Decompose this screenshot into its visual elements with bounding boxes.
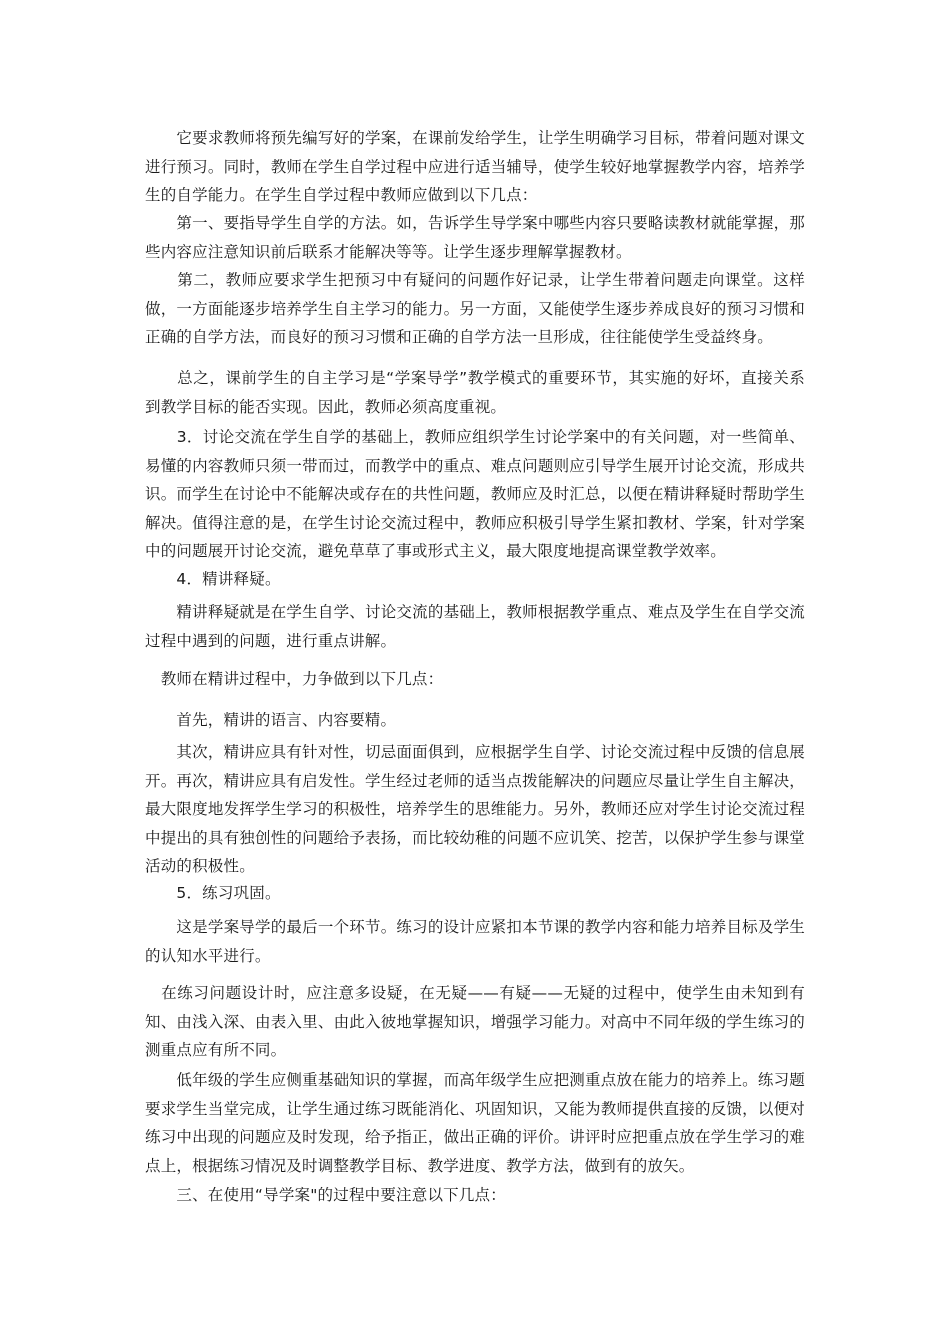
- paragraph-teacher-points: 教师在精讲过程中，力争做到以下几点：: [145, 670, 444, 688]
- paragraph-first-point: 第一、要指导学生自学的方法。如，告诉学生导学案中哪些内容只要略读教材就能掌握，那些内容应注意知识前后联系才能解决等等。让学生逐步理解掌握教材。: [145, 214, 805, 261]
- heading-explanation: 4．精讲释疑。: [145, 570, 281, 588]
- paragraph-summary: 总之，课前学生的自主学习是“学案导学”教学模式的重要环节，其实施的好坏，直接关系到教学目标的能否实现。因此，教师必须高度重视。: [145, 369, 805, 416]
- paragraph-practice: 这是学案导学的最后一个环节。练习的设计应紧扣本节课的教学内容和能力培养目标及学生的认知水平进行。: [145, 918, 805, 965]
- heading-section-three: 三、在使用“导学案"的过程中要注意以下几点：: [145, 1186, 506, 1204]
- paragraph-secondly: 其次，精讲应具有针对性，切忌面面俱到，应根据学生自学、讨论交流过程中反馈的信息展开。再次，精讲应具有启发性。学生经过老师的适当点拨能解决的问题应尽量让学生自主解决，最大限度地发挥学生学习的积极性，培养学生的思维能力。另外，教师还应对学生讨论交流过程中提出的具有独创性的问题给予表扬，而比较幼稚的问题不应讥笑、挖苦，以保护学生参与课堂活动的积极性。: [145, 743, 805, 875]
- paragraph-firstly: 首先，精讲的语言、内容要精。: [145, 711, 397, 729]
- paragraph-explanation: 精讲释疑就是在学生自学、讨论交流的基础上，教师根据教学重点、难点及学生在自学交流过程中遇到的问题，进行重点讲解。: [145, 603, 805, 650]
- paragraph-grade-levels: 低年级的学生应侧重基础知识的掌握，而高年级学生应把测重点放在能力的培养上。练习题要求学生当堂完成，让学生通过练习既能消化、巩固知识，又能为教师提供直接的反馈，以便对练习中出现的问题应及时发现，给予指正，做出正确的评价。讲评时应把重点放在学生学习的难点上，根据练习情况及时调整教学目标、教学进度、教学方法，做到有的放矢。: [145, 1071, 805, 1175]
- paragraph-second-point: 第二，教师应要求学生把预习中有疑问的问题作好记录，让学生带着问题走向课堂。这样做，一方面能逐步培养学生自主学习的能力。另一方面，又能使学生逐步养成良好的预习习惯和正确的自学方法，而良好的预习习惯和正确的自学方法一旦形成，往往能使学生受益终身。: [145, 271, 805, 346]
- heading-practice: 5．练习巩固。: [145, 884, 281, 902]
- paragraph-practice-design: 在练习问题设计时，应注意多设疑，在无疑——有疑——无疑的过程中，使学生由未知到有知、由浅入深、由表入里、由此入彼地掌握知识，增强学习能力。对高中不同年级的学生练习的测重点应有所不同。: [145, 984, 805, 1059]
- paragraph-intro: 它要求教师将预先编写好的学案，在课前发给学生，让学生明确学习目标，带着问题对课文进行预习。同时，教师在学生自学过程中应进行适当辅导，使学生较好地掌握教学内容，培养学生的自学能力。在学生自学过程中教师应做到以下几点：: [145, 129, 805, 204]
- paragraph-discussion: 3．讨论交流在学生自学的基础上，教师应组织学生讨论学案中的有关问题，对一些简单、易懂的内容教师只须一带而过，而教学中的重点、难点问题则应引导学生展开讨论交流，形成共识。而学生在讨论中不能解决或存在的共性问题，教师应及时汇总，以便在精讲释疑时帮助学生解决。值得注意的是，在学生讨论交流过程中，教师应积极引导学生紧扣教材、学案，针对学案中的问题展开讨论交流，避免草草了事或形式主义，最大限度地提高课堂教学效率。: [145, 428, 805, 560]
